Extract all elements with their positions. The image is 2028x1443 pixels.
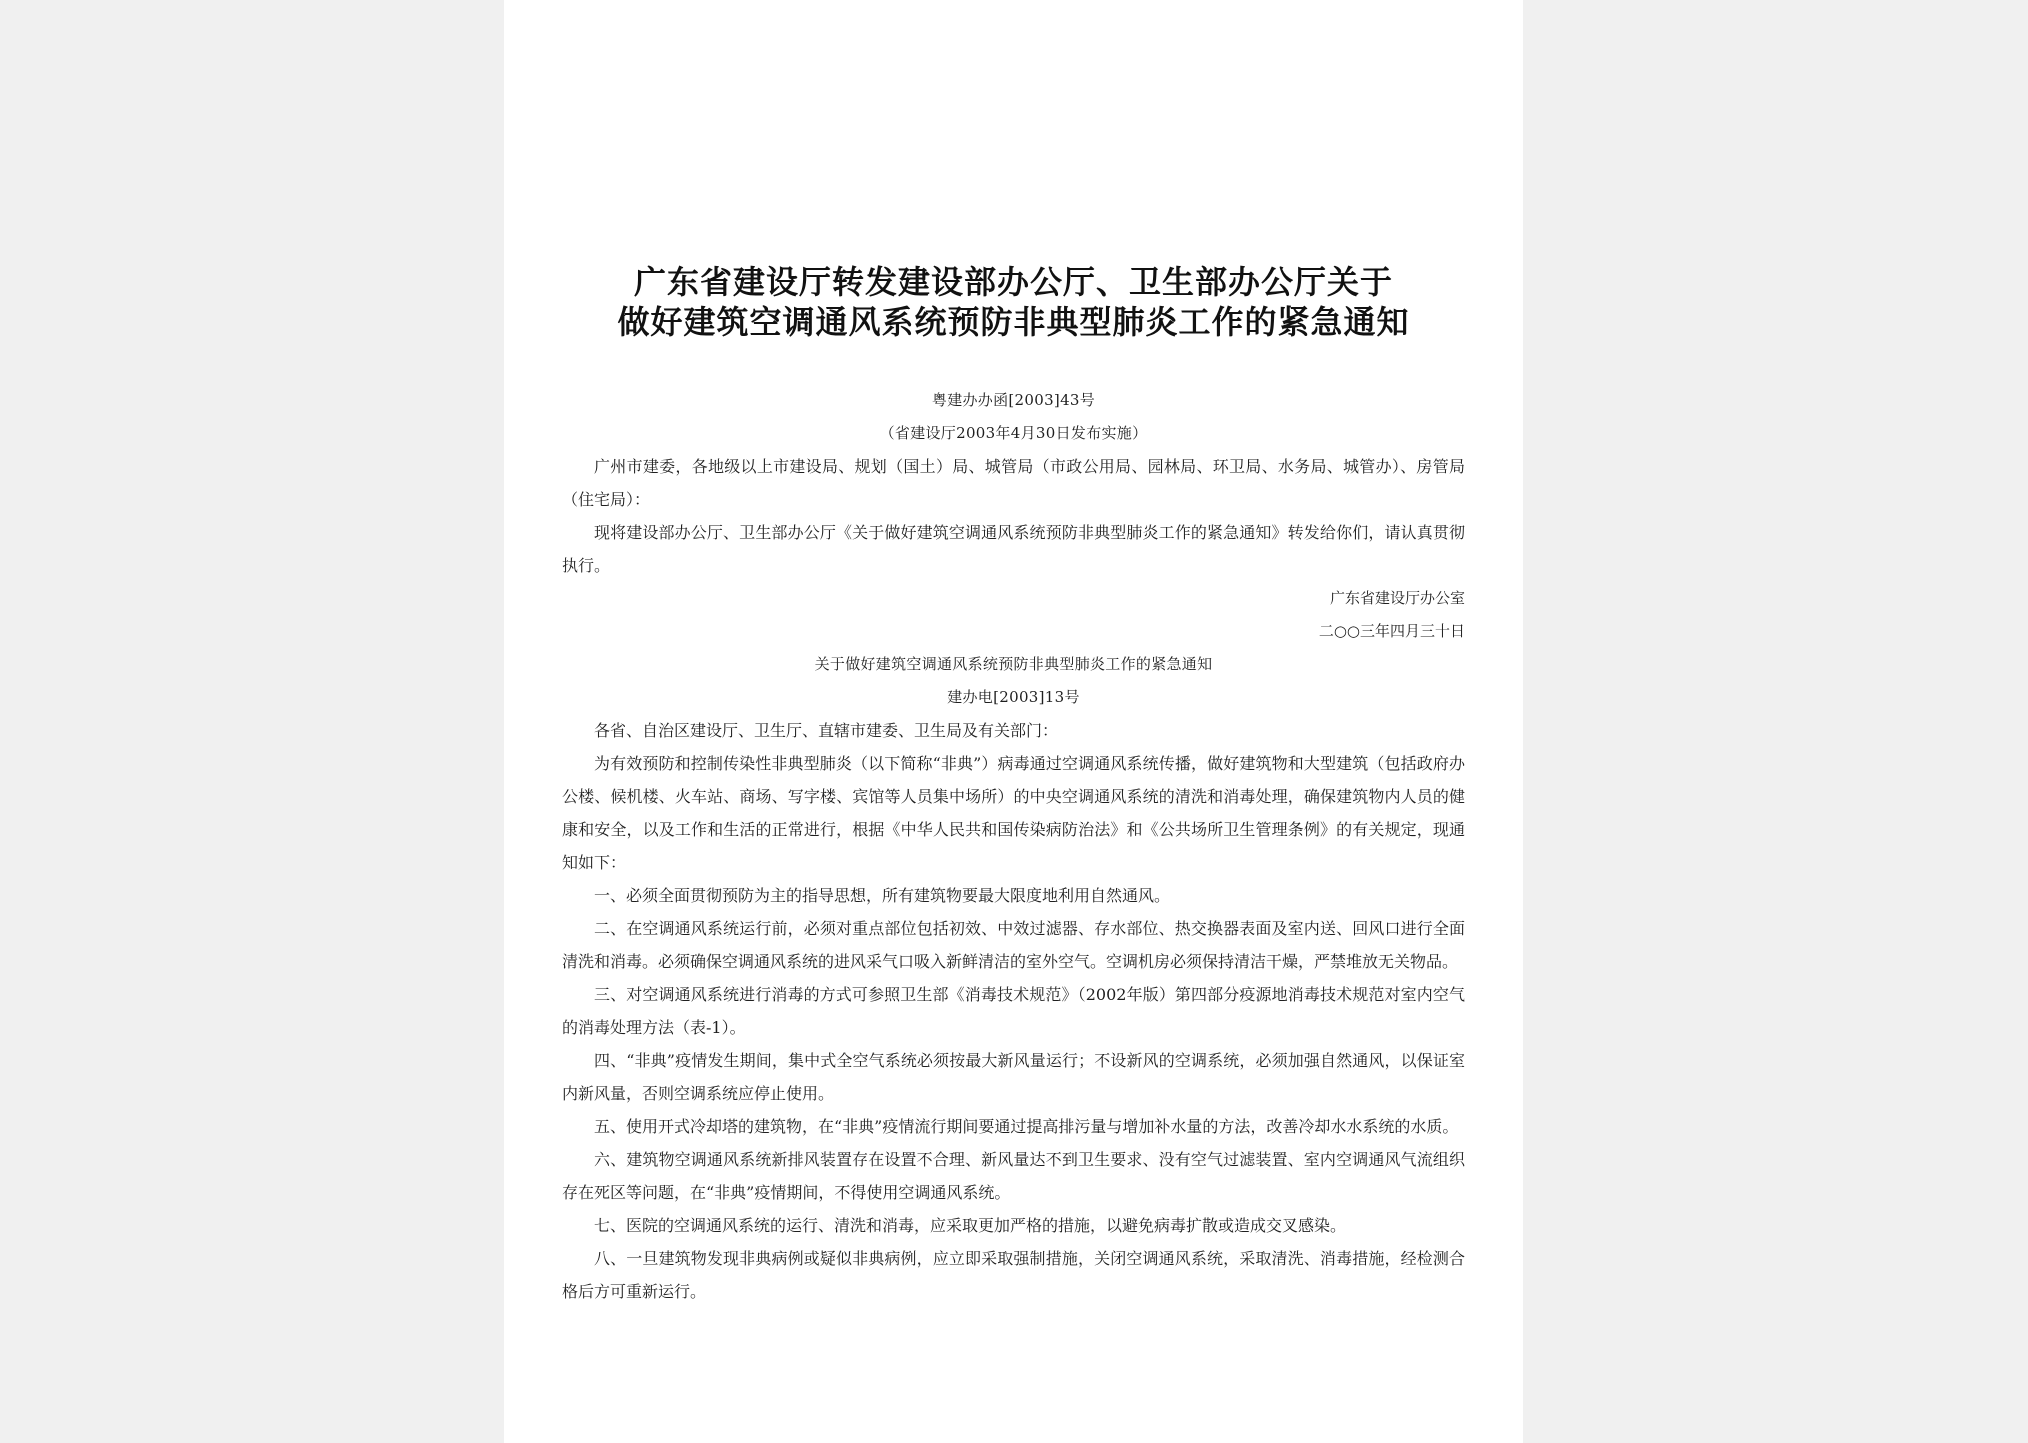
list-item: 五、使用开式冷却塔的建筑物，在“非典”疫情流行期间要通过提高排污量与增加补水量的方法，改善冷却水水系统的水质。 (594, 1117, 1459, 1136)
document-body (562, 384, 1465, 1308)
attached-title: 关于做好建筑空调通风系统预防非典型肺炎工作的紧急通知 (814, 655, 1213, 673)
issuer: 广东省建设厅办公室 (1329, 589, 1465, 607)
list-item: 六、建筑物空调通风系统新排风装置存在设置不合理、新风量达不到卫生要求、没有空气过滤装置、室内空调通风气流组织存在死区等问题，在“非典”疫情期间，不得使用空调通风系统。 (562, 1150, 1465, 1202)
document-page (504, 0, 1523, 1443)
list-item: 八、一旦建筑物发现非典病例或疑似非典病例，应立即采取强制措施，关闭空调通风系统，采取清洗、消毒措施，经检测合格后方可重新运行。 (562, 1249, 1465, 1301)
list-item: 三、对空调通风系统进行消毒的方式可参照卫生部《消毒技术规范》（2002年版）第四部分疫源地消毒技术规范对室内空气的消毒处理方法（表-1）。 (562, 985, 1465, 1037)
title-line-1: 广东省建设厅转发建设部办公厅、卫生部办公厅关于 (633, 263, 1393, 301)
title-line-2: 做好建筑空调通风系统预防非典型肺炎工作的紧急通知 (617, 303, 1410, 341)
intro-paragraph: 为有效预防和控制传染性非典型肺炎（以下简称“非典”）病毒通过空调通风系统传播，做好建筑物和大型建筑（包括政府办公楼、候机楼、火车站、商场、写字楼、宾馆等人员集中场所）的中央空调通风系统的清洗和消毒处理，确保建筑物内人员的健康和安全，以及工作和生活的正常进行，根据《中华人民共和国传染病防治法》和《公共场所卫生管理条例》的有关规定，现通知如下： (562, 754, 1465, 872)
list-item: 二、在空调通风系统运行前，必须对重点部位包括初效、中效过滤器、存水部位、热交换器表面及室内送、回风口进行全面清洗和消毒。必须确保空调通风系统的进风采气口吸入新鲜清洁的室外空气。空调机房必须保持清洁干燥，严禁堆放无关物品。 (562, 919, 1465, 971)
document-title (562, 262, 1465, 342)
forward-text: 现将建设部办公厅、卫生部办公厅《关于做好建筑空调通风系统预防非典型肺炎工作的紧急通知》转发给你们，请认真贯彻执行。 (562, 523, 1465, 575)
attached-number: 建办电[2003]13号 (947, 688, 1080, 706)
attached-addressee: 各省、自治区建设厅、卫生厅、直辖市建委、卫生局及有关部门： (594, 721, 1059, 740)
addressee: 广州市建委，各地级以上市建设局、规划（国土）局、城管局（市政公用局、园林局、环卫局、水务局、城管办）、房管局（住宅局）： (562, 457, 1465, 509)
issue-date: 二○○三年四月三十日 (1318, 622, 1465, 640)
list-item: 一、必须全面贯彻预防为主的指导思想，所有建筑物要最大限度地利用自然通风。 (594, 886, 1171, 905)
implementation-note: （省建设厅2003年4月30日发布实施） (879, 424, 1148, 442)
list-item: 七、医院的空调通风系统的运行、清洗和消毒，应采取更加严格的措施，以避免病毒扩散或造成交叉感染。 (594, 1216, 1347, 1235)
list-item: 四、“非典”疫情发生期间，集中式全空气系统必须按最大新风量运行；不设新风的空调系统，必须加强自然通风，以保证室内新风量，否则空调系统应停止使用。 (562, 1051, 1465, 1103)
doc-number: 粤建办办函[2003]43号 (931, 391, 1096, 409)
